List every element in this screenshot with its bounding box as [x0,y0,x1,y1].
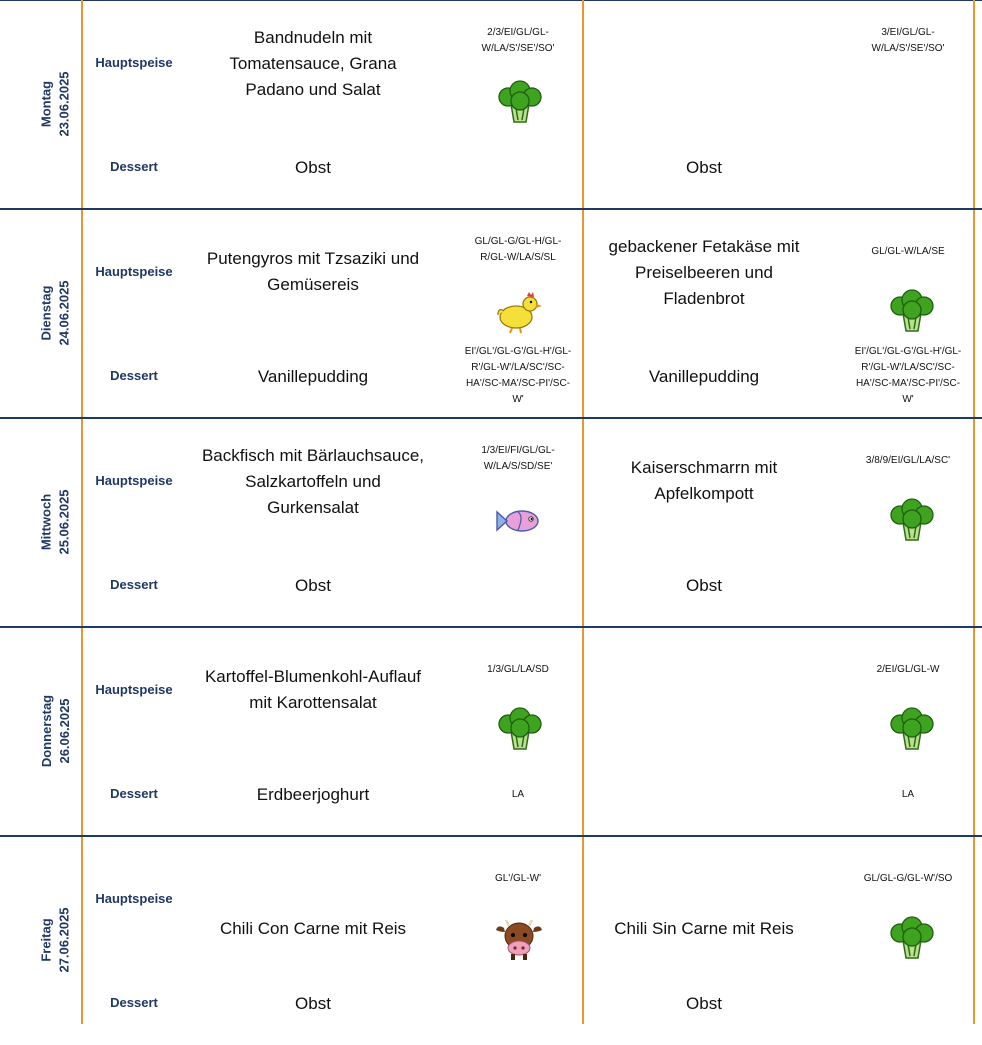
day-label [32,0,80,208]
dessert-label: Dessert [110,368,158,383]
broccoli-icon [886,289,936,335]
main-dish-line: Padano und Salat [245,80,381,99]
dessert-allergen-codes [838,787,978,803]
allergen-line: EI'/GL'/GL-G'/GL-H'/GL- [854,346,962,357]
day-row [0,209,982,418]
chicken-icon [494,289,544,335]
day-date: 25.06.2025 [57,489,73,555]
day-label [32,627,80,835]
day-label-text [38,280,74,345]
dessert-dish: Obst [295,994,331,1013]
main-dish-line: Kartoffel-Blumenkohl-Auflauf [204,667,422,686]
main-course-label: Hauptspeise [95,55,173,70]
dessert-label: Dessert [110,786,158,801]
dessert-dish: Obst [295,158,331,177]
dessert-dish: Vanillepudding [257,367,369,386]
allergen-codes [448,871,588,887]
allergen-codes [838,244,978,260]
allergen-line: W/LA/S/SD/SE' [483,461,553,472]
allergen-line: EI'/GL'/GL-G'/GL-H'/GL- [464,346,572,357]
broccoli-icon [886,916,936,962]
main-dish-line: Putengyros mit Tzsaziki und [206,249,420,268]
allergen-line: 2/EI/GL/GL-W [876,664,940,675]
dessert-dish: Obst [686,994,722,1013]
day-name: Dienstag [39,285,55,341]
dessert-allergen-codes [448,787,588,803]
allergen-line: R'/GL-W'/LA/SC'/SC- [471,362,565,373]
main-dish-line: Chili Con Carne mit Reis [219,919,407,938]
broccoli-icon [494,707,544,753]
dessert-dish: Vanillepudding [648,367,760,386]
allergen-line: W' [902,394,914,405]
dessert-allergen-codes [838,344,978,408]
main-dish [188,246,438,298]
broccoli-icon [494,80,544,126]
main-dish [588,916,820,942]
allergen-codes [448,234,588,266]
allergen-codes [448,25,588,57]
allergen-line: LA [511,789,525,800]
day-name: Montag [39,80,55,128]
dessert-dish: Obst [686,576,722,595]
main-dish-line: Preiselbeeren und [635,263,773,282]
allergen-line: GL/GL-G/GL-W'/SO [863,873,953,884]
main-dish [188,443,438,521]
day-label-text [38,695,74,767]
main-dish-line: gebackener Fetakäse mit [608,237,800,256]
dessert-dish: Erdbeerjoghurt [256,785,370,804]
day-name: Freitag [39,918,55,962]
dessert-label: Dessert [110,577,158,592]
allergen-codes [838,453,978,469]
day-label [32,836,80,1044]
allergen-line: HA'/SC-MA'/SC-PI'/SC- [855,378,961,389]
dessert-dish: Obst [295,576,331,595]
allergen-line: GL'/GL-W' [494,873,542,884]
dessert-label: Dessert [110,159,158,174]
allergen-line: W' [512,394,524,405]
broccoli-icon [886,707,936,753]
main-dish-line: Fladenbrot [663,289,745,308]
day-row [0,0,982,209]
day-row [0,418,982,627]
day-label [32,209,80,417]
allergen-line: 1/3/EI/FI/GL/GL- [481,445,555,456]
allergen-codes [448,443,588,475]
main-dish-line: Salzkartoffeln und [245,472,381,491]
day-name: Mittwoch [39,493,55,551]
day-label [32,418,80,626]
day-row [0,836,982,1045]
allergen-codes [838,662,978,678]
day-date: 27.06.2025 [57,907,73,973]
day-label-text [38,907,74,972]
day-date: 26.06.2025 [57,698,73,764]
allergen-line: 2/3/EI/GL/GL- [487,27,549,38]
allergen-line: W/LA/S'/SE'/SO' [871,43,945,54]
allergen-line: GL/GL-W/LA/SE [871,246,945,257]
day-row [0,627,982,836]
allergen-line: HA'/SC-MA'/SC-PI'/SC- [465,378,571,389]
day-label-text [38,489,74,554]
main-course-label: Hauptspeise [95,891,173,906]
dessert-allergen-codes [448,344,588,408]
broccoli-icon [886,498,936,544]
main-dish [588,234,820,312]
allergen-line: 1/3/GL/LA/SD [487,664,549,675]
main-course-label: Hauptspeise [95,473,173,488]
main-course-label: Hauptspeise [95,682,173,697]
cow-icon [494,916,544,962]
main-dish-line: Bandnudeln mit [253,28,373,47]
allergen-line: LA [901,789,915,800]
allergen-line: GL/GL-G/GL-H/GL- [474,236,562,247]
main-course-label: Hauptspeise [95,264,173,279]
main-dish-line: Kaiserschmarrn mit [630,458,778,477]
allergen-line: R'/GL-W'/LA/SC'/SC- [861,362,955,373]
main-dish-line: Tomatensauce, Grana [229,54,397,73]
day-date: 24.06.2025 [57,280,73,346]
main-dish [188,25,438,103]
allergen-codes [838,871,978,887]
main-dish [188,916,438,942]
dessert-label: Dessert [110,995,158,1010]
allergen-codes [838,25,978,57]
allergen-line: 3/8/9/EI/GL/LA/SC' [865,455,951,466]
main-dish [188,664,438,716]
allergen-line: R/GL-W/LA/S/SL [480,252,556,263]
allergen-line: 3/EI/GL/GL- [881,27,935,38]
day-date: 23.06.2025 [57,71,73,137]
main-dish-line: Gurkensalat [267,498,359,517]
day-name: Donnerstag [39,694,55,768]
main-dish-line: Backfisch mit Bärlauchsauce, [201,446,425,465]
main-dish-line: Apfelkompott [654,484,754,503]
main-dish [588,455,820,507]
main-dish-line: Gemüsereis [267,275,359,294]
day-label-text [38,71,74,136]
main-dish-line: Chili Sin Carne mit Reis [614,919,794,938]
allergen-line: W/LA/S'/SE'/SO' [481,43,555,54]
fish-icon [494,498,544,544]
allergen-codes [448,662,588,678]
dessert-dish: Obst [686,158,722,177]
main-dish-line: mit Karottensalat [249,693,377,712]
